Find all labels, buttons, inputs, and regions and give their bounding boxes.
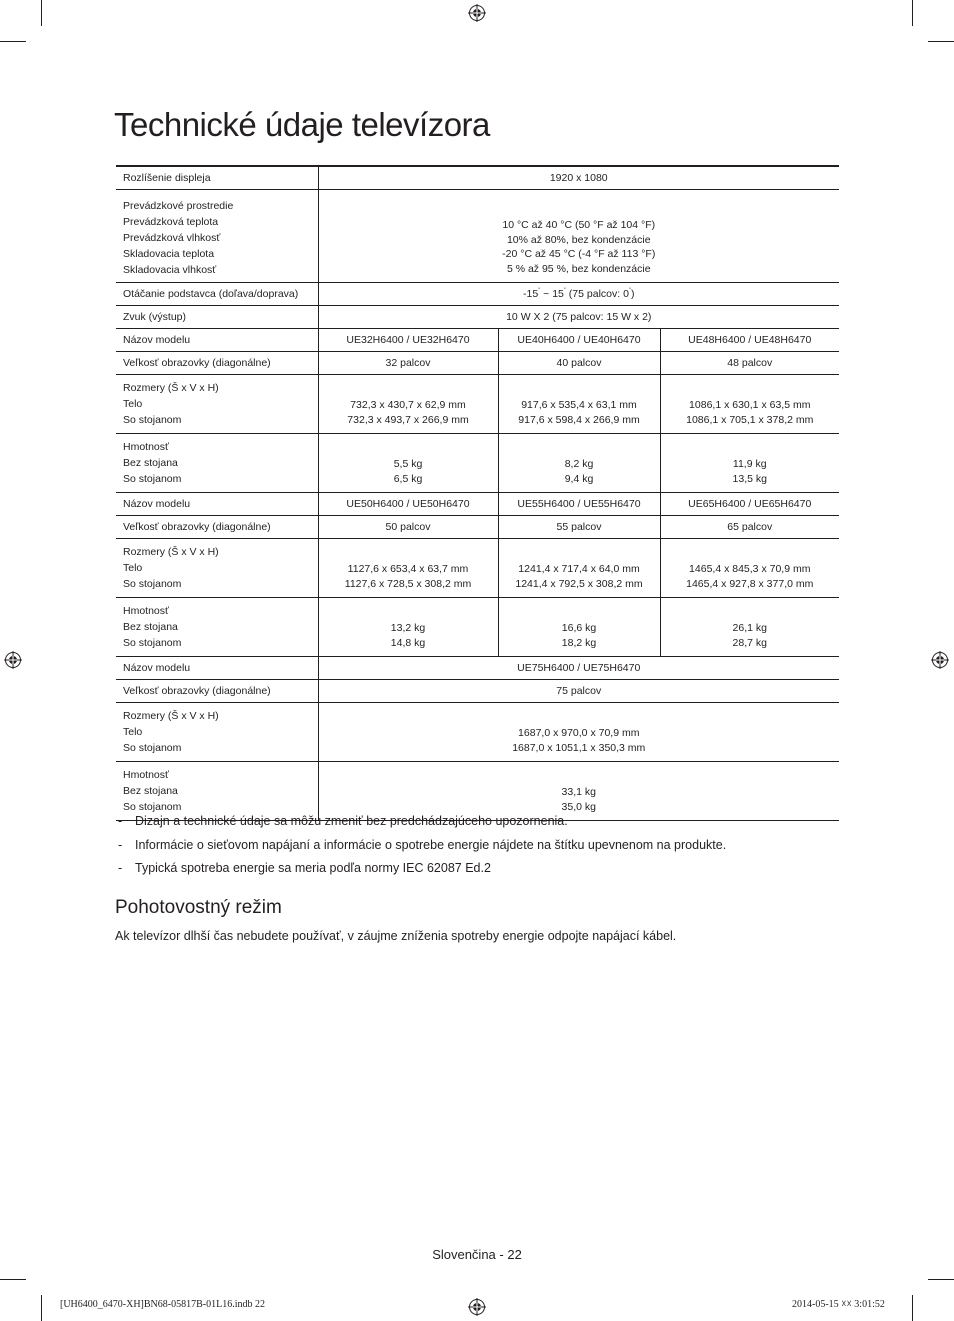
table-row [116,190,839,283]
model-name: UE65H6400 / UE65H6470 [660,493,839,516]
row-label: Rozmery (Š x V x H) Telo So stojanom [116,539,318,598]
list-item: - Informácie o sieťovom napájaní a informácie o spotrebe energie nájdete na štítku upevnenom na produkte. [118,837,727,852]
dimensions: 1127,6 x 653,4 x 63,7 mm 1127,6 x 728,5 x 308,2 mm [318,539,498,598]
crop-mark [41,1295,42,1321]
screen-size: 75 palcov [318,680,839,703]
row-label: Veľkosť obrazovky (diagonálne) [116,352,318,375]
registration-mark-icon [468,4,486,22]
model-name: UE50H6400 / UE50H6470 [318,493,498,516]
crop-mark [912,1295,913,1321]
row-label: Veľkosť obrazovky (diagonálne) [116,516,318,539]
row-value: 10 °C až 40 °C (50 °F až 104 °F) 10% až 80%, bez kondenzácie -20 °C až 45 °C (-4 °F až 113 °F) 5 % až 95 %, bez kondenzácie [318,190,839,283]
table-row [116,375,839,434]
screen-size: 40 palcov [498,352,660,375]
row-label: Zvuk (výstup) [116,306,318,329]
print-slug-file: [UH6400_6470-XH]BN68-05817B-01L16.indb 22 [60,1299,265,1310]
row-label: Názov modelu [116,329,318,352]
dimensions: 1465,4 x 845,3 x 70,9 mm 1465,4 x 927,8 x 377,0 mm [660,539,839,598]
weight: 5,5 kg 6,5 kg [318,434,498,493]
dimensions: 732,3 x 430,7 x 62,9 mm 732,3 x 493,7 x 266,9 mm [318,375,498,434]
model-name: UE32H6400 / UE32H6470 [318,329,498,352]
row-label: Otáčanie podstavca (doľava/doprava) [116,283,318,306]
table-row [116,657,839,680]
section-heading: Pohotovostný režim [115,897,282,918]
dimensions: 1241,4 x 717,4 x 64,0 mm 1241,4 x 792,5 x 308,2 mm [498,539,660,598]
list-item: - Typická spotreba energie sa meria podľa normy IEC 62087 Ed.2 [118,861,491,875]
row-label: Veľkosť obrazovky (diagonálne) [116,680,318,703]
weight: 8,2 kg 9,4 kg [498,434,660,493]
row-label: Názov modelu [116,493,318,516]
model-name: UE40H6400 / UE40H6470 [498,329,660,352]
page-number: Slovenčina - 22 [432,1247,522,1262]
table-row [116,680,839,703]
table-row [116,703,839,762]
table-row [116,516,839,539]
row-label: Hmotnosť Bez stojana So stojanom [116,762,318,821]
table-row [116,283,839,306]
model-name: UE55H6400 / UE55H6470 [498,493,660,516]
print-slug-date: 2014-05-15 ☓☓ 3:01:52 [792,1299,885,1310]
page-title: Technické údaje televízora [114,106,490,143]
row-label: Prevádzkové prostredie Prevádzková teplota Prevádzková vlhkosť Skladovacia teplota Skladovacia vlhkosť [116,190,318,283]
table-row [116,166,839,190]
table-row [116,306,839,329]
screen-size: 32 palcov [318,352,498,375]
table-row [116,352,839,375]
table-row [116,329,839,352]
table-row [116,539,839,598]
spec-table [116,165,839,821]
crop-mark [928,1279,954,1280]
weight: 33,1 kg 35,0 kg [318,762,839,821]
weight: 13,2 kg 14,8 kg [318,598,498,657]
crop-mark [41,0,42,26]
registration-mark-icon [468,1298,486,1316]
dimensions: 917,6 x 535,4 x 63,1 mm 917,6 x 598,4 x 266,9 mm [498,375,660,434]
crop-mark [0,1279,26,1280]
row-label: Rozmery (Š x V x H) Telo So stojanom [116,703,318,762]
row-label: Hmotnosť Bez stojana So stojanom [116,598,318,657]
table-row [116,493,839,516]
screen-size: 48 palcov [660,352,839,375]
section-text: Ak televízor dlhší čas nebudete používať, v záujme zníženia spotreby energie odpojte napájací kábel. [115,929,677,943]
row-label: Hmotnosť Bez stojana So stojanom [116,434,318,493]
registration-mark-icon [4,651,22,669]
notes-list [118,812,726,883]
row-value: -15˚ ~ 15˚ (75 palcov: 0˚) [318,283,839,306]
model-name: UE75H6400 / UE75H6470 [318,657,839,680]
row-value: 1920 x 1080 [318,166,839,190]
list-item: - Dizajn a technické údaje sa môžu zmeniť bez predchádzajúceho upozornenia. [118,814,568,828]
screen-size: 50 palcov [318,516,498,539]
weight: 26,1 kg 28,7 kg [660,598,839,657]
crop-mark [912,0,913,26]
table-row [116,598,839,657]
model-name: UE48H6400 / UE48H6470 [660,329,839,352]
dimensions: 1687,0 x 970,0 x 70,9 mm 1687,0 x 1051,1 x 350,3 mm [318,703,839,762]
weight: 11,9 kg 13,5 kg [660,434,839,493]
row-label: Rozlíšenie displeja [116,166,318,190]
crop-mark [928,41,954,42]
screen-size: 55 palcov [498,516,660,539]
row-label: Rozmery (Š x V x H) Telo So stojanom [116,375,318,434]
row-value: 10 W X 2 (75 palcov: 15 W x 2) [318,306,839,329]
crop-mark [0,41,26,42]
table-row [116,434,839,493]
dimensions: 1086,1 x 630,1 x 63,5 mm 1086,1 x 705,1 x 378,2 mm [660,375,839,434]
row-label: Názov modelu [116,657,318,680]
screen-size: 65 palcov [660,516,839,539]
registration-mark-icon [931,651,949,669]
weight: 16,6 kg 18,2 kg [498,598,660,657]
